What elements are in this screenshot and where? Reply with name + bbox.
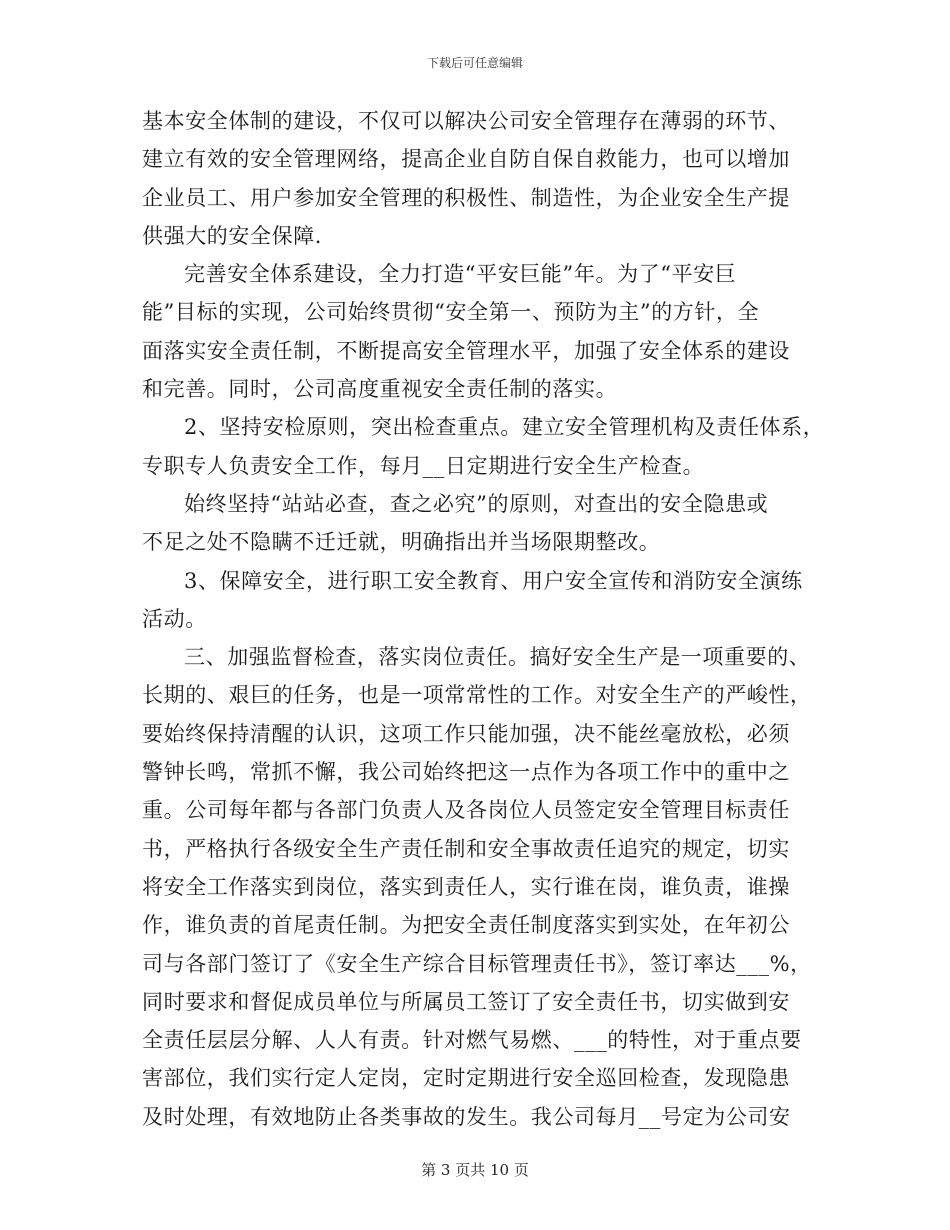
text-line: 面落实安全责任制，不断提高安全管理水平，加强了安全体系的建设 [142, 338, 790, 363]
text-line: 能”目标的实现，公司始终贯彻“安全第一、预防为主”的方针，全 [142, 300, 760, 325]
text-line: 害部位，我们实行定人定岗，定时定期进行安全巡回检查，发现隐患 [142, 1066, 790, 1091]
text-line: 3、保障安全，进行职工安全教育、用户安全宣传和消防安全演练 [184, 568, 803, 593]
text-line: 不足之处不隐瞒不迁迁就，明确指出并当场限期整改。 [142, 530, 661, 555]
text-line: 要始终保持清醒的认识，这项工作只能加强，决不能丝毫放松，必须 [142, 721, 790, 746]
text-line: 警钟长鸣，常抓不懈，我公司始终把这一点作为各项工作中的重中之 [142, 760, 790, 785]
text-line: 重。公司每年都与各部门负责人及各岗位人员签定安全管理目标责任 [142, 798, 790, 823]
text-line: 2、坚持安检原则，突出检查重点。建立安全管理机构及责任体系， [184, 415, 825, 440]
text-line: 专职专人负责安全工作，每月__日定期进行安全生产检查。 [142, 453, 705, 478]
text-line: 长期的、艰巨的任务，也是一项常常性的工作。对安全生产的严峻性， [142, 683, 812, 708]
text-line: 三、加强监督检查，落实岗位责任。搞好安全生产是一项重要的、 [184, 645, 811, 670]
text-line: 全责任层层分解、人人有责。针对燃气易燃、___的特性，对于重点要 [142, 1028, 802, 1053]
text-line: 司与各部门签订了《安全生产综合目标管理责任书》，签订率达___%， [142, 951, 812, 976]
text-line: 始终坚持“站站必查，查之必究”的原则，对查出的安全隐患或 [184, 491, 769, 516]
text-line: 和完善。同时，公司高度重视安全责任制的落实。 [142, 377, 618, 402]
text-line: 企业员工、用户参加安全管理的积极性、制造性，为企业安全生产提 [142, 185, 790, 210]
text-line: 将安全工作落实到岗位，落实到责任人，实行谁在岗，谁负责，谁操 [142, 874, 790, 899]
text-line: 作，谁负责的首尾责任制。为把安全责任制度落实到实处，在年初公 [142, 913, 790, 938]
text-line: 书，严格执行各级安全生产责任制和安全事故责任追究的规定，切实 [142, 836, 790, 861]
text-line: 活动。 [142, 606, 207, 631]
text-line: 完善安全体系建设，全力打造“平安巨能”年。为了“平安巨 [184, 262, 737, 287]
text-line: 基本安全体制的建设，不仅可以解决公司安全管理存在薄弱的环节、 [142, 109, 790, 133]
text-line: 建立有效的安全管理网络，提高企业自防自保自救能力，也可以增加 [142, 147, 790, 172]
document-body [142, 102, 828, 1136]
text-line: 供强大的安全保障. [142, 223, 323, 248]
header-note: 下载后可任意编辑 [426, 56, 523, 70]
page-number: 第 3 页共 10 页 [421, 1161, 529, 1179]
text-line: 同时要求和督促成员单位与所属员工签订了安全责任书，切实做到安 [142, 989, 790, 1014]
text-line: 及时处理，有效地防止各类事故的发生。我公司每月__号定为公司安 [142, 1104, 791, 1129]
